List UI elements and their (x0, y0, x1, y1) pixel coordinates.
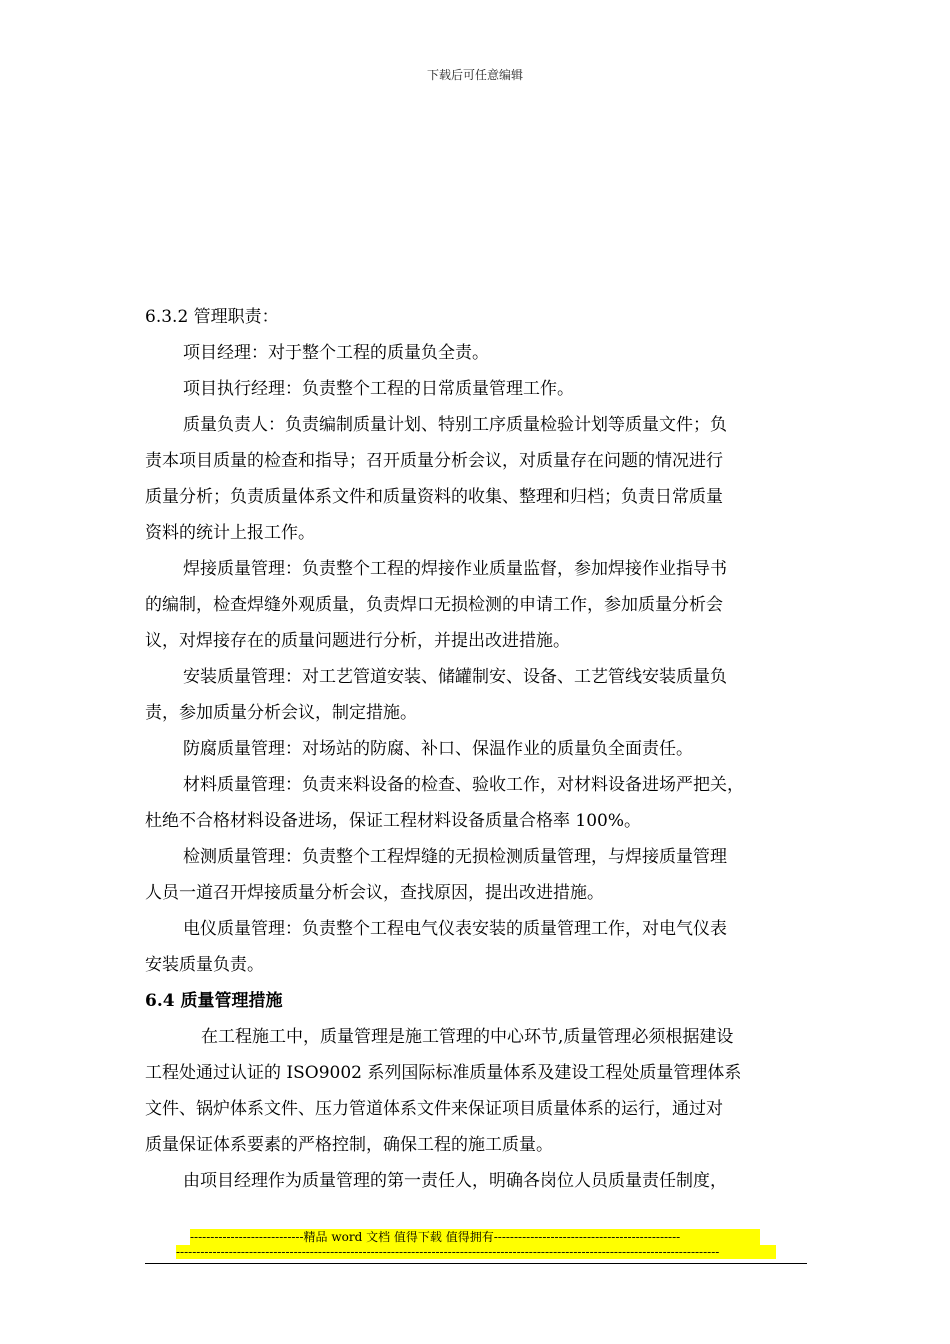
text-line: 安装质量管理：对工艺管道安装、储罐制安、设备、工艺管线安装质量负 (183, 667, 727, 687)
text-line: 由项目经理作为质量管理的第一责任人，明确各岗位人员质量责任制度， (183, 1171, 727, 1191)
text-line: 议，对焊接存在的质量问题进行分析，并提出改进措施。 (145, 631, 570, 651)
text-line: 责，参加质量分析会议，制定措施。 (145, 703, 417, 723)
text-line: 资料的统计上报工作。 (145, 523, 315, 543)
text-line: 文件、锅炉体系文件、压力管道体系文件来保证项目质量体系的运行，通过对 (145, 1099, 723, 1119)
footer-dashed-line: -------------------------------------------------------------------------------------------------------------------------------------- (176, 1245, 776, 1259)
text-line: 的编制，检查焊缝外观质量，负责焊口无损检测的申请工作，参加质量分析会 (145, 595, 723, 615)
section-heading-6-3-2: 6.3.2 管理职责： (145, 307, 279, 327)
footer-rule (145, 1263, 807, 1264)
text-line: 工程处通过认证的 ISO9002 系列国际标准质量体系及建设工程处质量管理体系 (145, 1063, 742, 1083)
text-line: 焊接质量管理：负责整个工程的焊接作业质量监督，参加焊接作业指导书 (183, 559, 727, 579)
text-line: 安装质量负责。 (145, 955, 264, 975)
text-line: 质量负责人：负责编制质量计划、特别工序质量检验计划等质量文件；负 (183, 415, 727, 435)
text-line: 材料质量管理：负责来料设备的检查、验收工作，对材料设备进场严把关， (183, 775, 744, 795)
text-line: 杜绝不合格材料设备进场，保证工程材料设备质量合格率 100%。 (145, 811, 642, 831)
section-6-4-body (145, 1019, 825, 1199)
text-line: 在工程施工中，质量管理是施工管理的中心环节,质量管理必须根据建设 (201, 1027, 734, 1047)
page-header-note: 下载后可任意编辑 (426, 68, 523, 82)
section-6-3-2-body (145, 335, 825, 983)
text-line: 检测质量管理：负责整个工程焊缝的无损检测质量管理，与焊接质量管理 (183, 847, 727, 867)
text-line: 项目执行经理：负责整个工程的日常质量管理工作。 (183, 379, 574, 399)
document-body (145, 299, 825, 1199)
text-line: 电仪质量管理：负责整个工程电气仪表安装的质量管理工作，对电气仪表 (183, 919, 727, 939)
text-line: 质量保证体系要素的严格控制，确保工程的施工质量。 (145, 1135, 553, 1155)
text-line: 防腐质量管理：对场站的防腐、补口、保温作业的质量负全面责任。 (183, 739, 693, 759)
text-line: 责本项目质量的检查和指导；召开质量分析会议，对质量存在问题的情况进行 (145, 451, 723, 471)
section-heading-6-4: 6.4 质量管理措施 (145, 991, 283, 1011)
footer-watermark-line: ----------------------------精品 word 文档 值得下载 值得拥有---------------------------------------------- (190, 1229, 760, 1245)
text-line: 人员一道召开焊接质量分析会议，查找原因，提出改进措施。 (145, 883, 604, 903)
text-line: 质量分析；负责质量体系文件和质量资料的收集、整理和归档；负责日常质量 (145, 487, 723, 507)
text-line: 项目经理：对于整个工程的质量负全责。 (183, 343, 489, 363)
